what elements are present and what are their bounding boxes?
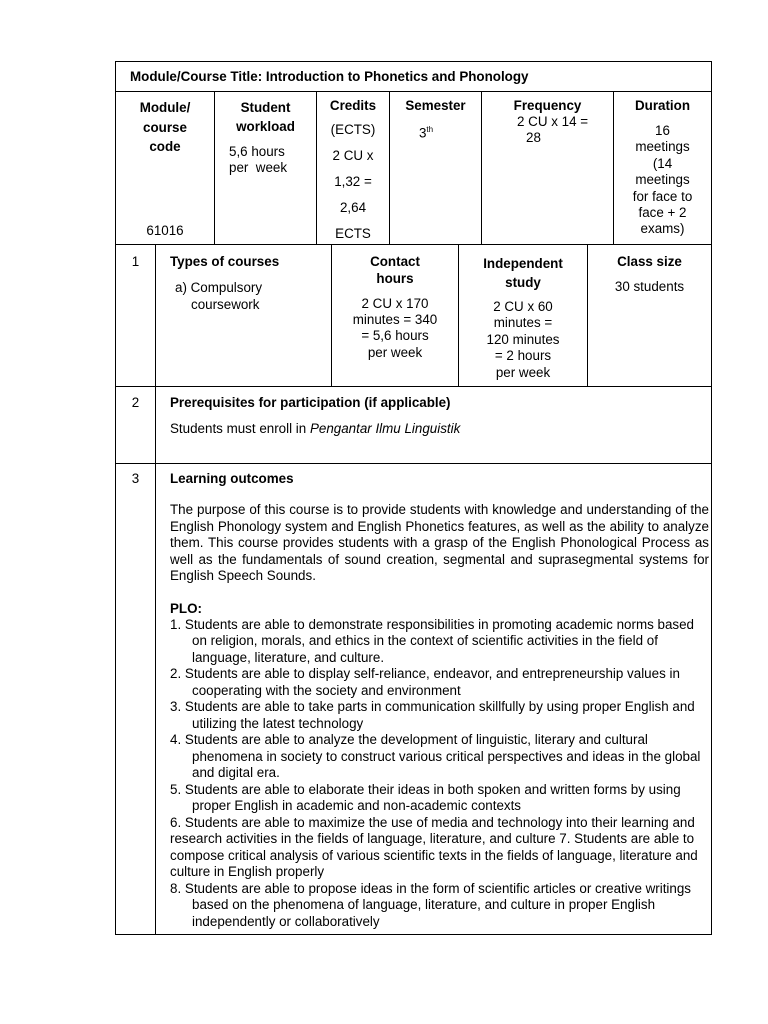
contact-line: = 5,6 hours [361, 328, 429, 344]
workload-value-line: 5,6 hours [229, 144, 285, 159]
plo-item: 1. Students are able to demonstrate responsibilities in promoting academic norms based on religion, morals, and ethics in the context of scientific activities in the field of language, literature, and culture. [170, 616, 695, 665]
contact-line: 2 CU x 170 [361, 296, 429, 311]
frequency-header: Frequency [513, 98, 582, 113]
semester-value [390, 125, 462, 140]
prerequisites-cell [155, 387, 711, 463]
duration-value [614, 123, 711, 238]
duration-line: 16 [655, 123, 670, 138]
learning-outcomes-body [170, 502, 709, 930]
independent-value [459, 299, 587, 381]
prerequisites-text-prefix: Students must enroll in [170, 421, 310, 436]
frequency-cell [481, 92, 613, 244]
course-module-table [115, 61, 712, 935]
module-code-value: 61016 [146, 223, 184, 238]
independent-line: = 2 hours [494, 348, 552, 364]
frequency-line: 28 [526, 130, 541, 145]
independent-header-line: study [505, 275, 541, 290]
contact-header-line: Contact [370, 254, 420, 269]
duration-line: for face to [632, 188, 693, 204]
independent-cell [458, 245, 587, 386]
info-row [115, 92, 712, 245]
module-code-header-line: Module/ [139, 100, 191, 115]
contact-line: per week [367, 344, 423, 360]
row-prerequisites [115, 387, 712, 464]
title-row [115, 61, 712, 92]
semester-header: Semester [405, 98, 466, 113]
prerequisites-header: Prerequisites for participation (if applicable) [170, 395, 451, 410]
credits-header: Credits [329, 98, 377, 113]
workload-value-line: per week [229, 160, 288, 175]
prerequisites-course-name: Pengantar Ilmu Linguistik [309, 421, 461, 436]
workload-value [229, 144, 287, 176]
workload-header-line: workload [236, 119, 295, 134]
independent-line: per week [495, 364, 551, 380]
types-line: coursework [191, 297, 260, 312]
row-number: 2 [131, 395, 140, 410]
row-course-types [115, 245, 712, 387]
prerequisites-text [170, 421, 460, 436]
credits-line: 2 CU x [332, 148, 374, 163]
independent-line: 2 CU x 60 [493, 299, 553, 314]
semester-cell [389, 92, 481, 244]
types-line: a) Compulsory [175, 280, 263, 295]
course-title: Module/Course Title: Introduction to Phonetics and Phonology [130, 69, 529, 84]
credits-cell [316, 92, 389, 244]
semester-suffix: th [426, 125, 434, 134]
duration-line: face + 2 [638, 205, 687, 221]
plo-item: 5. Students are able to elaborate their ideas in both spoken and written forms by using proper English in academic and non-academic contexts [170, 781, 681, 813]
class-size-value: 30 students [614, 279, 685, 294]
semester-number: 3 [418, 125, 427, 141]
plo-item: 6. Students are able to maximize the use of media and technology into their learning and research activities in the fields of language, literature, and culture 7. Students are able to compose critical analysis of various scientific texts in the fields of language, literature and culture in English properly [170, 814, 698, 879]
credits-value [317, 117, 389, 247]
independent-header-line: Independent [483, 256, 563, 271]
contact-header [332, 254, 458, 287]
credits-line: ECTS [335, 226, 371, 241]
frequency-value [517, 114, 588, 146]
credits-line: 2,64 [339, 200, 367, 215]
module-code-header-line: code [149, 139, 181, 154]
plo-item: 3. Students are able to take parts in communication skillfully by using proper English and utilizing the latest technology [170, 699, 695, 731]
frequency-line: 2 CU x 14 = [517, 114, 589, 129]
independent-line: 120 minutes [486, 331, 560, 347]
contact-cell [331, 245, 458, 386]
plo-item: 2. Students are able to display self-reliance, endeavor, and entrepreneurship values in cooperating with the society and environment [170, 666, 680, 698]
independent-header [459, 254, 587, 292]
purpose-paragraph: The purpose of this course is to provide students with knowledge and understanding of the English Phonology system and English Phonetics features, as well as the ability to analyze them. This course provides students with a grasp of the English Phonological Process as well as the fundamentals of sound creation, segmental and suprasegmental systems for English Speech Sounds. [170, 502, 709, 583]
contact-header-line: hours [376, 270, 414, 286]
duration-line: (14 [652, 155, 673, 171]
credits-line: 1,32 = [334, 174, 372, 189]
row-number: 3 [131, 471, 140, 486]
row-learning-outcomes [115, 464, 712, 935]
workload-header [215, 98, 316, 136]
types-value [175, 279, 262, 313]
types-header: Types of courses [170, 254, 280, 269]
duration-cell [613, 92, 711, 244]
contact-value [332, 296, 458, 361]
contact-line: minutes = 340 [352, 312, 438, 328]
learning-outcomes-cell [155, 464, 711, 934]
learning-outcomes-header: Learning outcomes [170, 471, 294, 486]
row-number: 1 [131, 254, 140, 269]
class-size-header: Class size [617, 254, 682, 269]
plo-header: PLO: [170, 600, 202, 616]
plo-item: 4. Students are able to analyze the development of linguistic, literary and cultural phenomena in society to construct various critical perspectives and ideas in the global and digital era. [170, 732, 701, 780]
types-cell [155, 245, 331, 386]
plo-item: 8. Students are able to propose ideas in the form of scientific articles or creative writings based on the phenomena of language, literature, and culture in proper English independently or collaboratively [170, 880, 691, 929]
independent-line: minutes = [493, 315, 553, 331]
duration-line: exams) [640, 221, 685, 237]
workload-cell [214, 92, 316, 244]
duration-header: Duration [634, 98, 691, 113]
module-code-header-line: course [143, 119, 187, 135]
workload-header-line: Student [240, 100, 291, 115]
class-size-cell [587, 245, 711, 386]
module-code-header [116, 98, 214, 157]
duration-line: meetings [635, 139, 690, 155]
duration-line: meetings [635, 172, 690, 188]
credits-line: (ECTS) [330, 122, 376, 137]
